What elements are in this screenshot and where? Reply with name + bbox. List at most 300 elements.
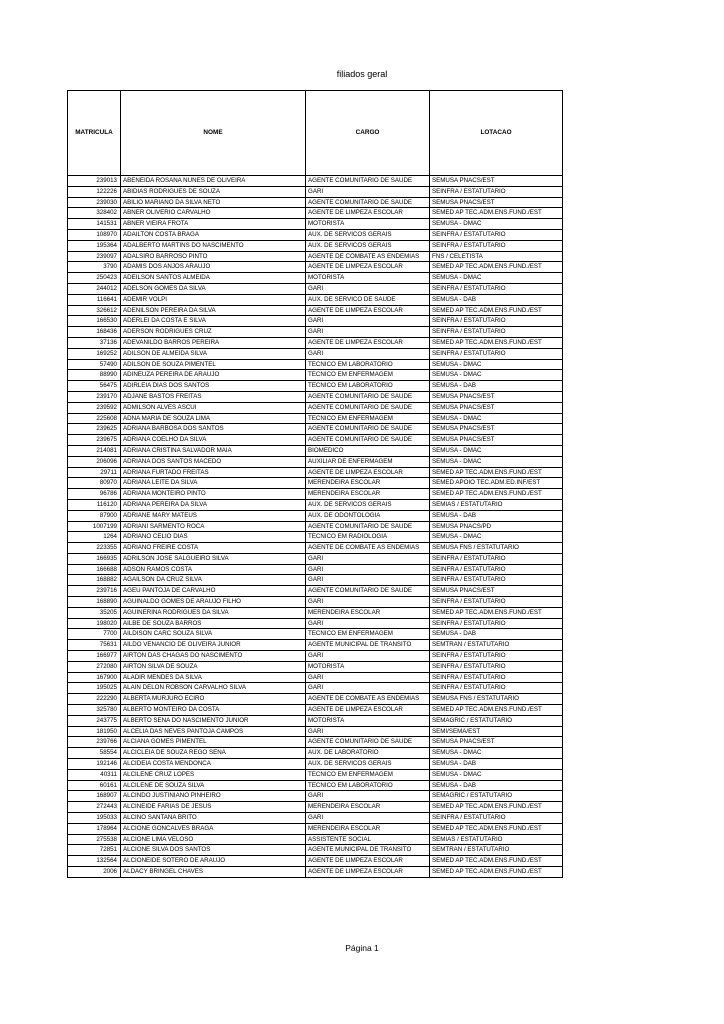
cell-matricula: 239766 — [68, 737, 121, 748]
cell-lotacao: SEMED AP TEC.ADM.ENS.FUND./EST — [430, 607, 563, 618]
table-row — [68, 273, 563, 284]
table-row — [68, 543, 563, 554]
cell-cargo: AUX. DE LABORATORIO — [306, 748, 430, 759]
cell-nome: ALBERTO SENA DO NASCIMENTO JUNIOR — [121, 715, 306, 726]
cell-cargo: TECNICO EM LABORATORIO — [306, 381, 430, 392]
cell-lotacao: SEMUSA - DMAC — [430, 445, 563, 456]
table-row — [68, 597, 563, 608]
cell-nome: ALCIANA GOMES PIMENTEL — [121, 737, 306, 748]
table-row — [68, 564, 563, 575]
cell-matricula: 1264 — [68, 532, 121, 543]
table-row — [68, 294, 563, 305]
cell-matricula: 225608 — [68, 413, 121, 424]
cell-lotacao: SEINFRA / ESTATUTARIO — [430, 283, 563, 294]
header-lotacao: LOTACAO — [430, 91, 563, 176]
cell-nome: ADJANE BASTOS FREITAS — [121, 391, 306, 402]
cell-lotacao: SEMED AP TEC.ADM.ENS.FUND./EST — [430, 305, 563, 316]
cell-nome: ADRIANO FREIRE COSTA — [121, 543, 306, 554]
cell-cargo: MERENDEIRA ESCOLAR — [306, 802, 430, 813]
cell-cargo: GARI — [306, 327, 430, 338]
table-row — [68, 327, 563, 338]
table-row — [68, 435, 563, 446]
cell-lotacao: SEINFRA / ESTATUTARIO — [430, 651, 563, 662]
cell-cargo: AGENTE COMUNITARIO DE SAUDE — [306, 391, 430, 402]
cell-lotacao: SEMUSA - DMAC — [430, 370, 563, 381]
cell-cargo: BIOMEDICO — [306, 445, 430, 456]
cell-cargo: MERENDEIRA ESCOLAR — [306, 607, 430, 618]
cell-lotacao: SEMUSA PNACS/EST — [430, 176, 563, 187]
cell-cargo: GARI — [306, 575, 430, 586]
cell-cargo: AGENTE MUNICIPAL DE TRANSITO — [306, 845, 430, 856]
cell-matricula: 328402 — [68, 208, 121, 219]
cell-matricula: 166935 — [68, 553, 121, 564]
cell-cargo: TECNICO EM LABORATORIO — [306, 780, 430, 791]
cell-cargo: GARI — [306, 348, 430, 359]
header-nome: NOME — [121, 91, 306, 176]
table-row — [68, 370, 563, 381]
cell-cargo: MERENDEIRA ESCOLAR — [306, 489, 430, 500]
table-row — [68, 834, 563, 845]
cell-matricula: 169252 — [68, 348, 121, 359]
cell-nome: ABILIO MARIANO DA SILVA NETO — [121, 197, 306, 208]
table-row — [68, 532, 563, 543]
table-row — [68, 219, 563, 230]
cell-matricula: 195033 — [68, 813, 121, 824]
cell-cargo: AGENTE DE LIMPEZA ESCOLAR — [306, 705, 430, 716]
cell-cargo: AGENTE COMUNITARIO DE SAUDE — [306, 435, 430, 446]
cell-lotacao: SEINFRA / ESTATUTARIO — [430, 672, 563, 683]
cell-matricula: 108970 — [68, 229, 121, 240]
cell-cargo: GARI — [306, 316, 430, 327]
cell-matricula: 167900 — [68, 672, 121, 683]
cell-lotacao: SEMUSA - DMAC — [430, 456, 563, 467]
members-table — [67, 90, 563, 878]
cell-cargo: AUX. DE SERVICO DE SAUDE — [306, 294, 430, 305]
cell-matricula: 7700 — [68, 629, 121, 640]
cell-lotacao: SEMUSA - DMAC — [430, 532, 563, 543]
cell-nome: ALCICLEIA DE SOUZA REGO SENA — [121, 748, 306, 759]
cell-matricula: 244012 — [68, 283, 121, 294]
cell-lotacao: SEMED AP TEC.ADM.ENS.FUND./EST — [430, 467, 563, 478]
table-row — [68, 759, 563, 770]
cell-lotacao: SEMUSA PNACS/EST — [430, 197, 563, 208]
table-row — [68, 283, 563, 294]
cell-matricula: 35205 — [68, 607, 121, 618]
cell-cargo: GARI — [306, 683, 430, 694]
cell-nome: ALCINEIDE FARIAS DE JESUS — [121, 802, 306, 813]
cell-matricula: 195025 — [68, 683, 121, 694]
table-row — [68, 208, 563, 219]
cell-lotacao: SEMUSA - DMAC — [430, 748, 563, 759]
cell-nome: ADERSON RODRIGUES CRUZ — [121, 327, 306, 338]
cell-matricula: 96786 — [68, 489, 121, 500]
cell-matricula: 326612 — [68, 305, 121, 316]
cell-nome: ADRIANA FURTADO FREITAS — [121, 467, 306, 478]
cell-matricula: 3790 — [68, 262, 121, 273]
cell-lotacao: SEMUSA - DAB — [430, 294, 563, 305]
table-row — [68, 813, 563, 824]
cell-cargo: AGENTE COMUNITARIO DE SAUDE — [306, 521, 430, 532]
cell-lotacao: SEMED AP TEC.ADM.ENS.FUND./EST — [430, 823, 563, 834]
cell-nome: ADAMIS DOS ANJOS ARAUJO — [121, 262, 306, 273]
cell-cargo: GARI — [306, 726, 430, 737]
cell-nome: ALCIONE LIMA VELOSO — [121, 834, 306, 845]
cell-lotacao: SEMUSA - DMAC — [430, 413, 563, 424]
cell-cargo: AGENTE COMUNITARIO DE SAUDE — [306, 402, 430, 413]
table-row — [68, 769, 563, 780]
cell-cargo: AGENTE MUNICIPAL DE TRANSITO — [306, 640, 430, 651]
cell-cargo: AGENTE DE COMBATE AS ENDEMIAS — [306, 251, 430, 262]
table-row — [68, 521, 563, 532]
cell-matricula: 116641 — [68, 294, 121, 305]
cell-nome: ALCIONE SILVA DOS SANTOS — [121, 845, 306, 856]
cell-lotacao: SEMED APOIO TEC.ADM.ED.INF/EST — [430, 478, 563, 489]
cell-nome: ALCIDEIA COSTA MENDONCA — [121, 759, 306, 770]
cell-lotacao: SEINFRA / ESTATUTARIO — [430, 564, 563, 575]
cell-matricula: 239625 — [68, 424, 121, 435]
cell-matricula: 239097 — [68, 251, 121, 262]
cell-cargo: GARI — [306, 283, 430, 294]
cell-nome: ADRIANA MONTEIRO PINTO — [121, 489, 306, 500]
cell-cargo: AGENTE COMUNITARIO DE SAUDE — [306, 197, 430, 208]
cell-lotacao: SEINFRA / ESTATUTARIO — [430, 229, 563, 240]
cell-cargo: MOTORISTA — [306, 715, 430, 726]
cell-matricula: 1007199 — [68, 521, 121, 532]
table-row — [68, 262, 563, 273]
cell-nome: ADEMIR VOLPI — [121, 294, 306, 305]
cell-lotacao: SEMED AP TEC.ADM.ENS.FUND./EST — [430, 337, 563, 348]
cell-matricula: 29711 — [68, 467, 121, 478]
table-row — [68, 402, 563, 413]
cell-matricula: 272080 — [68, 661, 121, 672]
cell-cargo: GARI — [306, 553, 430, 564]
cell-nome: ADILSON DE SOUZA PIMENTEL — [121, 359, 306, 370]
cell-nome: ABENEIDA ROSANA NUNES DE OLIVEIRA — [121, 176, 306, 187]
cell-nome: ALCELIA DAS NEVES PANTOJA CAMPOS — [121, 726, 306, 737]
cell-cargo: GARI — [306, 564, 430, 575]
cell-nome: ADIRLEIA DIAS DOS SANTOS — [121, 381, 306, 392]
table-row — [68, 176, 563, 187]
table-row — [68, 445, 563, 456]
cell-cargo: AGENTE DE LIMPEZA ESCOLAR — [306, 305, 430, 316]
cell-nome: ALCINDO JUSTINIANO PINHEIRO — [121, 791, 306, 802]
cell-matricula: 116120 — [68, 499, 121, 510]
table-row — [68, 456, 563, 467]
cell-matricula: 195364 — [68, 240, 121, 251]
cell-nome: ADALBERTO MARTINS DO NASCIMENTO — [121, 240, 306, 251]
cell-matricula: 168882 — [68, 575, 121, 586]
cell-cargo: AUXILIAR DE ENFERMAGEM — [306, 456, 430, 467]
cell-lotacao: SEMUSA - DAB — [430, 381, 563, 392]
cell-lotacao: SEMTRAN / ESTATUTARIO — [430, 845, 563, 856]
table-row — [68, 197, 563, 208]
cell-lotacao: SEINFRA / ESTATUTARIO — [430, 597, 563, 608]
table-row — [68, 478, 563, 489]
cell-lotacao: SEMUSA FNS / ESTATUTARIO — [430, 694, 563, 705]
table-row — [68, 240, 563, 251]
cell-nome: ALCILENE DE SOUZA SILVA — [121, 780, 306, 791]
table-row — [68, 391, 563, 402]
table-row — [68, 229, 563, 240]
page-number: Página 1 — [345, 943, 379, 953]
cell-cargo: TECNICO EM ENFERMAGEM — [306, 629, 430, 640]
table-row — [68, 424, 563, 435]
cell-cargo: AUX. DE SERVICOS GERAIS — [306, 759, 430, 770]
cell-cargo: AUX. DE SERVICOS GERAIS — [306, 499, 430, 510]
cell-cargo: AUX. DE SERVICOS GERAIS — [306, 229, 430, 240]
cell-cargo: TECNICO EM ENFERMAGEM — [306, 413, 430, 424]
cell-matricula: 198020 — [68, 618, 121, 629]
cell-matricula: 80970 — [68, 478, 121, 489]
cell-cargo: GARI — [306, 813, 430, 824]
cell-matricula: 325780 — [68, 705, 121, 716]
cell-lotacao: SEMUSA PNACS/EST — [430, 391, 563, 402]
table-row — [68, 661, 563, 672]
cell-cargo: AUX. DE ODONTOLOGIA — [306, 510, 430, 521]
cell-matricula: 132564 — [68, 856, 121, 867]
cell-lotacao: SEINFRA / ESTATUTARIO — [430, 348, 563, 359]
cell-matricula: 58554 — [68, 748, 121, 759]
cell-cargo: AGENTE DE COMBATE AS ENDEMIAS — [306, 694, 430, 705]
cell-lotacao: SEMUSA FNS / ESTATUTARIO — [430, 543, 563, 554]
cell-matricula: 40311 — [68, 769, 121, 780]
cell-matricula: 181950 — [68, 726, 121, 737]
table-row — [68, 413, 563, 424]
cell-cargo: AGENTE DE LIMPEZA ESCOLAR — [306, 467, 430, 478]
cell-cargo: AGENTE COMUNITARIO DE SAUDE — [306, 586, 430, 597]
cell-matricula: 87900 — [68, 510, 121, 521]
cell-matricula: 168890 — [68, 597, 121, 608]
table-row — [68, 348, 563, 359]
cell-lotacao: SEMUSA - DAB — [430, 759, 563, 770]
table-header-row — [68, 91, 563, 176]
cell-nome: ALCILENE CRUZ LOPES — [121, 769, 306, 780]
cell-matricula: 72851 — [68, 845, 121, 856]
cell-nome: AGUINALDO GOMES DE ARAUJO FILHO — [121, 597, 306, 608]
cell-cargo: GARI — [306, 791, 430, 802]
cell-lotacao: SEINFRA / ESTATUTARIO — [430, 683, 563, 694]
table-row — [68, 489, 563, 500]
cell-cargo: AGENTE DE COMBATE AS ENDEMIAS — [306, 543, 430, 554]
cell-lotacao: SEMUSA - DAB — [430, 510, 563, 521]
table-row — [68, 359, 563, 370]
cell-lotacao: SEINFRA / ESTATUTARIO — [430, 553, 563, 564]
table-row — [68, 575, 563, 586]
cell-matricula: 166530 — [68, 316, 121, 327]
cell-lotacao: SEINFRA / ESTATUTARIO — [430, 618, 563, 629]
table-row — [68, 305, 563, 316]
table-row — [68, 186, 563, 197]
cell-lotacao: SEMUSA PNACS/EST — [430, 435, 563, 446]
cell-cargo: AGENTE COMUNITARIO DE SAUDE — [306, 176, 430, 187]
cell-nome: ABIDIAS RODRIGUES DE SOUZA — [121, 186, 306, 197]
cell-nome: AILDO VENANCIO DE OLIVEIRA JUNIOR — [121, 640, 306, 651]
cell-nome: AILDISON CARC SOUZA SILVA — [121, 629, 306, 640]
table-row — [68, 672, 563, 683]
table-row — [68, 337, 563, 348]
cell-cargo: MOTORISTA — [306, 219, 430, 230]
cell-nome: ADRIANA DOS SANTOS MACEDO — [121, 456, 306, 467]
cell-lotacao: SEMIAS / ESTATUTARIO — [430, 499, 563, 510]
cell-lotacao: SEINFRA / ESTATUTARIO — [430, 661, 563, 672]
cell-matricula: 57490 — [68, 359, 121, 370]
cell-nome: AGAILSON DA CRUZ SILVA — [121, 575, 306, 586]
cell-nome: ADINEUZA PEREIRA DE ARAUJO — [121, 370, 306, 381]
cell-cargo: AGENTE COMUNITARIO DE SAUDE — [306, 737, 430, 748]
cell-lotacao: SEMED AP TEC.ADM.ENS.FUND./EST — [430, 705, 563, 716]
cell-lotacao: SEMUSA - DMAC — [430, 273, 563, 284]
cell-nome: ADRIANO CELIO DIAS — [121, 532, 306, 543]
cell-matricula: 239716 — [68, 586, 121, 597]
cell-nome: ADALSIRO BARROSO PINTO — [121, 251, 306, 262]
cell-matricula: 243775 — [68, 715, 121, 726]
cell-nome: AIRTON DAS CHAGAS DO NASCIMENTO — [121, 651, 306, 662]
table-row — [68, 651, 563, 662]
table-row — [68, 845, 563, 856]
table-row — [68, 726, 563, 737]
document-title: filiados geral — [336, 69, 388, 79]
cell-nome: ALDACY BRINGEL CHAVES — [121, 867, 306, 878]
cell-nome: ALCIONE GONCALVES BRAGA — [121, 823, 306, 834]
cell-lotacao: SEMUSA - DMAC — [430, 769, 563, 780]
table-row — [68, 715, 563, 726]
cell-cargo: TECNICO EM ENFERMAGEM — [306, 769, 430, 780]
cell-nome: ALAIN DELON ROBSON CARVALHO SILVA — [121, 683, 306, 694]
cell-matricula: 75631 — [68, 640, 121, 651]
cell-matricula: 88990 — [68, 370, 121, 381]
cell-cargo: MERENDEIRA ESCOLAR — [306, 823, 430, 834]
cell-matricula: 275538 — [68, 834, 121, 845]
cell-matricula: 239592 — [68, 402, 121, 413]
cell-lotacao: SEMED AP TEC.ADM.ENS.FUND./EST — [430, 856, 563, 867]
cell-nome: ADRIANA CRISTINA SALVADOR MAIA — [121, 445, 306, 456]
cell-matricula: 37136 — [68, 337, 121, 348]
cell-lotacao: SEMED AP TEC.ADM.ENS.FUND./EST — [430, 802, 563, 813]
cell-nome: ADELSON GOMES DA SILVA — [121, 283, 306, 294]
cell-matricula: 2006 — [68, 867, 121, 878]
cell-lotacao: SEMAGRIC / ESTATUTARIO — [430, 791, 563, 802]
cell-lotacao: SEMUSA - DAB — [430, 629, 563, 640]
cell-nome: ADEILSON SANTOS ALMEIDA — [121, 273, 306, 284]
cell-nome: ALBERTO MONTEIRO DA COSTA — [121, 705, 306, 716]
cell-nome: ADRIANE MARY MATEUS — [121, 510, 306, 521]
cell-cargo: MOTORISTA — [306, 273, 430, 284]
cell-cargo: TECNICO EM LABORATORIO — [306, 359, 430, 370]
cell-lotacao: SEINFRA / ESTATUTARIO — [430, 575, 563, 586]
cell-lotacao: SEMUSA - DMAC — [430, 359, 563, 370]
cell-matricula: 166977 — [68, 651, 121, 662]
table-row — [68, 748, 563, 759]
cell-nome: ADMILSON ALVES ASCUI — [121, 402, 306, 413]
cell-matricula: 141531 — [68, 219, 121, 230]
cell-matricula: 223355 — [68, 543, 121, 554]
table-row — [68, 629, 563, 640]
table-row — [68, 867, 563, 878]
table-row — [68, 510, 563, 521]
cell-cargo: MOTORISTA — [306, 661, 430, 672]
cell-cargo: GARI — [306, 672, 430, 683]
cell-cargo: GARI — [306, 651, 430, 662]
cell-cargo: AGENTE DE LIMPEZA ESCOLAR — [306, 337, 430, 348]
table-row — [68, 640, 563, 651]
cell-matricula: 239013 — [68, 176, 121, 187]
cell-lotacao: SEMUSA - DMAC — [430, 219, 563, 230]
cell-nome: AGUINERINA RODRIGUES DA SILVA — [121, 607, 306, 618]
table-row — [68, 705, 563, 716]
table-row — [68, 683, 563, 694]
cell-nome: ADEVANILDO BARROS PEREIRA — [121, 337, 306, 348]
cell-matricula: 206096 — [68, 456, 121, 467]
cell-matricula: 56475 — [68, 381, 121, 392]
table-row — [68, 381, 563, 392]
table-row — [68, 856, 563, 867]
cell-nome: ADRIANA LEITE DA SILVA — [121, 478, 306, 489]
cell-nome: ADRILSON JOSE SALGUEIRO SILVA — [121, 553, 306, 564]
cell-nome: ADAILTON COSTA BRAGA — [121, 229, 306, 240]
cell-matricula: 166688 — [68, 564, 121, 575]
header-matricula: MATRICULA — [68, 91, 121, 176]
cell-cargo: TECNICO EM RADIOLOGIA — [306, 532, 430, 543]
cell-lotacao: SEMED AP TEC.ADM.ENS.FUND./EST — [430, 489, 563, 500]
cell-lotacao: SEMUSA PNACS/EST — [430, 402, 563, 413]
cell-lotacao: SEMI/SEMA/EST — [430, 726, 563, 737]
cell-nome: ADNA MARIA DE SOUZA LIMA — [121, 413, 306, 424]
table-row — [68, 607, 563, 618]
cell-lotacao: SEINFRA / ESTATUTARIO — [430, 186, 563, 197]
cell-matricula: 239675 — [68, 435, 121, 446]
cell-lotacao: SEMUSA PNACS/EST — [430, 424, 563, 435]
cell-cargo: AGENTE COMUNITARIO DE SAUDE — [306, 424, 430, 435]
cell-matricula: 168907 — [68, 791, 121, 802]
cell-lotacao: SEMUSA - DAB — [430, 780, 563, 791]
cell-lotacao: SEMUSA PNACS/PD — [430, 521, 563, 532]
cell-matricula: 272443 — [68, 802, 121, 813]
cell-lotacao: SEINFRA / ESTATUTARIO — [430, 327, 563, 338]
table-row — [68, 553, 563, 564]
cell-nome: AILBE DE SOUZA BARROS — [121, 618, 306, 629]
table-row — [68, 467, 563, 478]
cell-cargo: GARI — [306, 597, 430, 608]
cell-lotacao: SEMED AP TEC.ADM.ENS.FUND./EST — [430, 208, 563, 219]
cell-nome: ALBERTA MURJURO ECIRO — [121, 694, 306, 705]
cell-nome: ADERLEI DA COSTA E SILVA — [121, 316, 306, 327]
cell-cargo: GARI — [306, 618, 430, 629]
cell-nome: ALCINO SANTANA BRITO — [121, 813, 306, 824]
cell-matricula: 122226 — [68, 186, 121, 197]
cell-nome: ABNER VIEIRA FROTA — [121, 219, 306, 230]
table-row — [68, 737, 563, 748]
table-row — [68, 316, 563, 327]
cell-nome: AIRTON SILVA DE SOUZA — [121, 661, 306, 672]
cell-lotacao: SEMAGRIC / ESTATUTARIO — [430, 715, 563, 726]
cell-lotacao: SEMED AP TEC.ADM.ENS.FUND./EST — [430, 867, 563, 878]
cell-nome: ABNER OLIVERIO CARVALHO — [121, 208, 306, 219]
cell-cargo: AGENTE DE LIMPEZA ESCOLAR — [306, 208, 430, 219]
cell-matricula: 222290 — [68, 694, 121, 705]
cell-cargo: AGENTE DE LIMPEZA ESCOLAR — [306, 856, 430, 867]
cell-matricula: 239030 — [68, 197, 121, 208]
cell-cargo: TECNICO EM ENFERMAGEM — [306, 370, 430, 381]
cell-matricula: 214081 — [68, 445, 121, 456]
table-row — [68, 618, 563, 629]
table-row — [68, 780, 563, 791]
cell-cargo: GARI — [306, 186, 430, 197]
cell-nome: ALADIR MENDES DA SILVA — [121, 672, 306, 683]
cell-nome: ALCIONEIDE SOTERO DE ARAUJO — [121, 856, 306, 867]
table-row — [68, 694, 563, 705]
cell-matricula: 250423 — [68, 273, 121, 284]
cell-lotacao: SEMUSA PNACS/EST — [430, 586, 563, 597]
